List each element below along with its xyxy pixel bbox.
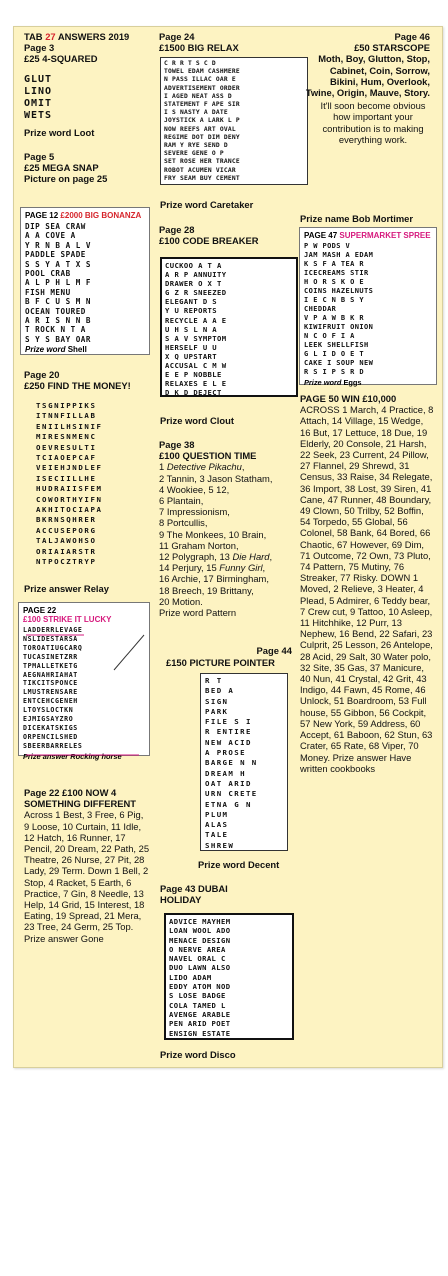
grid-row: PARK bbox=[205, 706, 229, 716]
grid-row: I E C N B S Y bbox=[304, 296, 364, 304]
grid-row: NTPOCZTRYP bbox=[36, 557, 97, 567]
page28-title: £100 CODE BREAKER bbox=[159, 235, 259, 247]
grid-row: ENTCEHCGENEH bbox=[23, 697, 78, 706]
answer-line: 14 Perjury, 15 Funny Girl, bbox=[159, 562, 266, 574]
page24-prize: Prize word Caretaker bbox=[160, 199, 254, 210]
find-money-grid bbox=[36, 401, 148, 568]
starscope-section bbox=[302, 31, 430, 145]
strike-prize: Prize answer Rocking horse bbox=[23, 751, 122, 761]
grid-row: D K D DEJECT bbox=[165, 388, 222, 398]
answer-line: 4 Wookiee, 5 12, bbox=[159, 483, 230, 495]
grid-row: B F C U S M N bbox=[25, 297, 91, 307]
grid-row: OEVRESULTI bbox=[36, 442, 97, 452]
grid-row: S S Y A T X S bbox=[25, 259, 91, 269]
grid-row: STATEMENT F APE SIR bbox=[164, 101, 240, 109]
grid-row: A L P H L M F bbox=[25, 278, 91, 288]
grid-row: S LOSE BADGE bbox=[169, 991, 226, 1001]
answer-line: 6 Plantain, bbox=[159, 495, 204, 507]
grid-row: REGIME DOT DIM DENY bbox=[164, 133, 240, 141]
grid-row: FISH MENU bbox=[25, 287, 71, 297]
answer-line: 8 Portcullis, bbox=[159, 517, 208, 529]
grid-row: S A V SYMPTOM bbox=[165, 333, 227, 343]
strike-line-marks bbox=[24, 630, 146, 760]
grid-row: DREAM H bbox=[205, 768, 246, 778]
page28-prize: Prize word Clout bbox=[160, 415, 234, 426]
page38-title: £100 QUESTION TIME bbox=[159, 450, 257, 462]
page22-answers: Across 1 Best, 3 Free, 6 Pig, 9 Loose, 10 Curtain, 11 Idle, 12 Hatch, 16 Runner, 17 Pencil, 20 Dream, 22 Path, 25 Theatre, 26 Nurse, 27 Pit, 28 Lady, 29 Term. Down 1 Bell, 2 Stop, 4 Racket, 5 Earth, 6 Practice, 7 Gin, 8 Needle, 13 Help, 14 Grid, 15 Interest, 18 Eating, 19 Spread, 21 Mera, 23 Tree, 24 Germ, 25 Top. Prize answer Gone bbox=[24, 809, 150, 944]
grid-row: TOROATIUGCARQ bbox=[23, 643, 83, 652]
grid-row: PLUM bbox=[205, 809, 229, 819]
grid-row: DUO LAWN ALSO bbox=[169, 963, 231, 973]
grid-row: TOWEL EDAM CASHMERE bbox=[164, 68, 240, 76]
grid-row: Y U REPORTS bbox=[165, 306, 217, 316]
big-relax-grid bbox=[160, 57, 308, 185]
grid-row: N PASS ILLAC OAR E bbox=[164, 76, 236, 84]
answer-line: 9 The Monkees, 10 Brain, bbox=[159, 528, 267, 540]
grid-row: TIKCITSPONCE bbox=[23, 679, 78, 688]
grid-row: RAM Y RYE SEND D bbox=[164, 142, 228, 150]
grid-row: TSGNIPPIKS bbox=[36, 401, 97, 410]
grid-row: SET ROSE HER TRANCE bbox=[164, 158, 240, 166]
left-column bbox=[24, 31, 152, 184]
grid-row: R T bbox=[205, 676, 223, 685]
page44-label: Page 44 bbox=[256, 645, 292, 656]
grid-row: ORPENCILSHED bbox=[23, 732, 78, 741]
grid-row: LIDO ADAM bbox=[169, 972, 212, 982]
grid-row: TPMALLETKETG bbox=[23, 661, 78, 670]
grid-row: ENIILHSINIF bbox=[36, 421, 103, 431]
grid-row: PADDLE SPADE bbox=[25, 250, 86, 260]
grid-row: SHREW bbox=[205, 840, 235, 850]
grid-row: LADDERRLEVAGE bbox=[23, 626, 83, 634]
grid-row: R S I P S R D bbox=[304, 368, 364, 376]
grid-row: FILE S I bbox=[205, 717, 252, 727]
grid-row: COINS HAZELNUTS bbox=[304, 287, 374, 295]
page46-prize: Prize name Bob Mortimer bbox=[300, 213, 414, 224]
question-time-section bbox=[159, 439, 309, 618]
grid-row: N C O F I A bbox=[304, 332, 355, 340]
grid-row: CAKE I SOUP NEW bbox=[304, 359, 374, 367]
grid-row: V P A W B K R bbox=[304, 314, 364, 322]
grid-row: HUDRAIISFEM bbox=[36, 484, 103, 494]
bonanza-prize: Prize word Shell bbox=[25, 345, 87, 355]
grid-row: ORIAIARSTR bbox=[36, 546, 97, 556]
grid-row: SBEERBARRELES bbox=[23, 741, 83, 750]
grid-row: DICEKATSKIGS bbox=[23, 723, 78, 732]
strike-it-lucky-box bbox=[18, 602, 150, 761]
page46-label: Page 46 bbox=[394, 31, 430, 42]
grid-row: U H S L N A bbox=[165, 324, 217, 334]
picture-pointer-grid bbox=[200, 673, 288, 851]
grid-row: LINO bbox=[24, 85, 53, 97]
dubai-holiday-grid bbox=[164, 913, 294, 1040]
code-breaker-grid bbox=[160, 257, 298, 397]
grid-row: ITNNFILLAB bbox=[36, 411, 97, 421]
grid-row: AEGNAHRIAHAT bbox=[23, 670, 78, 679]
grid-row: ROBOT ACUMEN VICAR bbox=[164, 166, 236, 174]
grid-row: ENSIGN ESTATE bbox=[169, 1028, 231, 1038]
picture-pointer-section bbox=[164, 645, 292, 656]
grid-row: SIGN bbox=[205, 696, 229, 706]
grid-row: NAVEL ORAL C bbox=[169, 954, 226, 964]
answer-line: 11 Graham Norton, bbox=[159, 539, 239, 551]
grid-row: X Q UPSTART bbox=[165, 351, 217, 361]
grid-row: EDDY ATOM NOD bbox=[169, 982, 231, 992]
grid-row: RECYCLE A A E bbox=[165, 315, 227, 325]
answer-line: 20 Motion. bbox=[159, 595, 203, 607]
grid-row: ETNA G N bbox=[205, 799, 252, 809]
page3-prize: Prize word Loot bbox=[24, 126, 95, 138]
grid-row: TCIAOEPCAF bbox=[36, 453, 97, 463]
answer-line: 1 Detective Pikachu, bbox=[159, 461, 245, 473]
grid-row: OCEAN TOURED bbox=[25, 306, 86, 316]
grid-row: ACCUSEPORG bbox=[36, 525, 97, 535]
answer-line: 2 Tannin, 3 Jason Statham, bbox=[159, 472, 273, 484]
page20-prize: Prize answer Relay bbox=[24, 583, 109, 594]
grid-row: BKRNSQHRER bbox=[36, 515, 97, 525]
grid-row: AKHITOCIAPA bbox=[36, 505, 103, 515]
strike-heading: PAGE 22 bbox=[23, 606, 57, 615]
supermarket-spree-box bbox=[299, 227, 437, 385]
page50-title: PAGE 50 WIN £10,000 bbox=[300, 393, 397, 404]
grid-row: GLUT bbox=[24, 73, 53, 85]
grid-row: FRY SEAM BUY CEMENT bbox=[164, 174, 240, 182]
page20-title: £250 FIND THE MONEY! bbox=[24, 380, 131, 392]
grid-row: VEIEHJNDLEF bbox=[36, 463, 103, 473]
grid-row: AVENGE ARABLE bbox=[169, 1009, 231, 1019]
bonanza-grid bbox=[25, 222, 145, 344]
grid-row: ELEGANT D S bbox=[165, 297, 217, 307]
grid-row: H O R S K O E bbox=[304, 278, 364, 286]
page43-prize: Prize word Disco bbox=[160, 1049, 236, 1060]
grid-row: R ENTIRE bbox=[205, 727, 252, 737]
grid-row: COWORTHYIFN bbox=[36, 494, 103, 504]
grid-row: WETS bbox=[24, 109, 53, 121]
grid-row: POOL CRAB bbox=[25, 269, 71, 279]
win-10000-section bbox=[300, 393, 436, 774]
grid-row: ADVERTISEMENT ORDER bbox=[164, 84, 240, 92]
page3-title: £25 4-SQUARED bbox=[24, 53, 98, 65]
grid-row: TALJAWOHSO bbox=[36, 536, 97, 546]
four-squared-grid bbox=[24, 74, 152, 122]
grid-row: A R I S N N B bbox=[25, 316, 91, 326]
page43-title: Page 43 DUBAI HOLIDAY bbox=[160, 883, 228, 906]
grid-row: DIP SEA CRAW bbox=[25, 222, 86, 231]
grid-row: I S NASTY A DATE bbox=[164, 109, 228, 117]
grid-row: ADVICE MAYHEM bbox=[169, 917, 231, 926]
grid-row: BARGE N N bbox=[205, 758, 258, 768]
grid-row: EJMIGSAYZRO bbox=[23, 715, 74, 724]
grid-row: OAT ARID bbox=[205, 778, 252, 788]
grid-row: NSLIDESTARSA bbox=[23, 634, 78, 643]
grid-row: TALE bbox=[205, 830, 229, 840]
page46-quote: It'll soon become obvious how important your contribution is to making everything work. bbox=[320, 100, 426, 145]
grid-row: NEW ACID bbox=[205, 737, 252, 747]
page50-answers: ACROSS 1 March, 4 Practice, 8 Attach, 14 Village, 15 Wedge, 16 But, 17 Lettuce, 18 Due, 19 Elderly, 20 Console, 21 Harsh, 22 Seek, 23 Current, 24 Pillow, 27 Flannel, 29 Shrewd, 31 Census, 33 Raise, 34 Relegate, 36 Import, 38 Lost, 39 Siren, 41 Cane, 47 Runner, 48 Boundary, 49 Clown, 50 Trilby, 52 Boffin, 54 Torpedo, 55 Global, 56 Colonel, 58 Bank, 64 Bored, 66 Chaotic, 67 However, 69 Dim, 71 Outcome, 72 Own, 73 Pluto, 74 Pattern, 75 Mutiny, 76 Streaker, 77 Risky. DOWN 1 Moved, 2 Relieve, 3 Heater, 4 Plead, 5 Admirer, 6 Teddy bear, 7 Crew cut, 9 Tattoo, 10 Asleep, 11 Hitchhike, 12 Purr, 13 Nephew, 16 Bend, 22 Safari, 23 Culprit, 25 Lesson, 26 Antelope, 28 Acid, 29 Salt, 30 Water polo, 32 Site, 35 Gas, 37 Manicure, 40 Nun, 41 Crystal, 42 Grit, 43 Indigo, 44 Fawn, 45 Rome, 46 Unlock, 51 Boardroom, 53 Full house, 55 Gibbon, 56 Cockpit, 57 New York, 59 Address, 60 Accept, 61 Baboon, 62 Stun, 63 Crater, 65 Rate, 68 Viper, 70 Money. Prize answer Have written cookbooks bbox=[300, 404, 434, 774]
grid-row: LEEK SHELLFISH bbox=[304, 341, 369, 349]
code-breaker-section bbox=[159, 224, 307, 246]
page46-title: £50 STARSCOPE bbox=[354, 42, 430, 54]
grid-row: JOYSTICK A LARK L P bbox=[164, 117, 240, 125]
page24-label: Page 24 bbox=[159, 31, 195, 42]
grid-row: T ROCK N T A bbox=[25, 325, 86, 335]
grid-row: KIWIFRUIT ONION bbox=[304, 323, 374, 331]
page22-section bbox=[24, 787, 150, 944]
spree-prize: Prize word Eggs bbox=[304, 378, 362, 387]
grid-row: I AGED NEAT ASS D bbox=[164, 92, 232, 100]
grid-row: CHEDDAR bbox=[304, 305, 337, 313]
spree-grid bbox=[304, 242, 432, 377]
grid-row: G L I D O E T bbox=[304, 350, 364, 358]
grid-row: P W PODS V bbox=[304, 242, 351, 250]
grid-row: S Y S BAY OAR bbox=[25, 334, 91, 344]
grid-row: ALAS bbox=[205, 820, 229, 830]
big-bonanza-heading: PAGE 12 £2000 BIG BONANZA bbox=[25, 211, 142, 220]
page46-answers: Moth, Boy, Glutton, Stop, Cabinet, Coin, Sorrow, Bikini, Hum, Overlook, Twine, Origin, Mauve, Story. bbox=[305, 53, 430, 99]
big-bonanza-box bbox=[20, 207, 150, 355]
grid-row: LTOYSLOCTKN bbox=[23, 706, 74, 715]
page22-title: Page 22 £100 NOW 4 SOMETHING DIFFERENT bbox=[24, 787, 136, 810]
answer-line: 12 Polygraph, 13 Die Hard, bbox=[159, 551, 273, 563]
grid-row: CUCKOO A T A bbox=[165, 261, 222, 270]
find-money-section bbox=[24, 369, 152, 391]
grid-row: JAM MASH A EDAM bbox=[304, 251, 374, 259]
grid-row: HERSELF U U bbox=[165, 342, 217, 352]
answer-line: 18 Breech, 19 Brittany, bbox=[159, 584, 254, 596]
page5-note: Picture on page 25 bbox=[24, 173, 108, 185]
grid-row: COLA TAMED L bbox=[169, 1000, 226, 1010]
page-header: TAB 27 ANSWERS 2019 bbox=[24, 31, 130, 42]
grid-row: ACCUSAL C M W bbox=[165, 361, 227, 371]
grid-row: LMUSTRENSARE bbox=[23, 688, 78, 697]
middle-column bbox=[159, 31, 307, 53]
grid-row: E E P NOBBLE bbox=[165, 370, 222, 380]
spree-heading: PAGE 47 SUPERMARKET SPREE bbox=[304, 231, 431, 240]
grid-row: O NERVE AREA bbox=[169, 944, 226, 954]
page20-label: Page 20 bbox=[24, 369, 60, 380]
grid-row: TUCASINETZRR bbox=[23, 652, 78, 661]
grid-row: BED A bbox=[205, 686, 235, 696]
grid-row: NOW REEFS ART OVAL bbox=[164, 125, 236, 133]
grid-row: Y R N B A L V bbox=[25, 240, 91, 250]
page5-title: £25 MEGA SNAP bbox=[24, 162, 99, 174]
grid-row: A PROSE bbox=[205, 748, 246, 758]
grid-row: SEVERE GENE O P bbox=[164, 150, 224, 158]
page24-title: £1500 BIG RELAX bbox=[159, 42, 239, 54]
grid-row: LOAN WOOL ADO bbox=[169, 926, 231, 936]
grid-row: OMIT bbox=[24, 97, 53, 109]
grid-row: URN CRETE bbox=[205, 789, 258, 799]
grid-row: K S F A TEA R bbox=[304, 260, 364, 268]
answers-page bbox=[13, 26, 443, 1068]
grid-row: ICECREAMS STIR bbox=[304, 269, 369, 277]
grid-row: ISECIILLHE bbox=[36, 473, 97, 483]
grid-row: MIRESNMENC bbox=[36, 432, 97, 442]
page5-label: Page 5 bbox=[24, 150, 55, 162]
answer-line: Prize word Pattern bbox=[159, 607, 237, 619]
grid-row: DRAWER O X T bbox=[165, 279, 222, 289]
grid-row: MENACE DESIGN bbox=[169, 935, 231, 945]
answer-line: 16 Archie, 17 Birmingham, bbox=[159, 573, 269, 585]
page38-label: Page 38 bbox=[159, 439, 195, 450]
strike-subheading: £100 STRIKE IT LUCKY bbox=[23, 615, 112, 624]
grid-row: RELAXES E L E bbox=[165, 379, 227, 389]
page44-prize: Prize word Decent bbox=[198, 859, 280, 870]
grid-row: C R R T S C D bbox=[164, 60, 216, 67]
grid-row: G Z R SNEEZED bbox=[165, 288, 227, 298]
grid-row: PEN ARID POET bbox=[169, 1019, 231, 1029]
answer-line: 7 Impressionism, bbox=[159, 506, 230, 518]
grid-row: A A COVE A bbox=[25, 231, 76, 241]
page44-title: £150 PICTURE POINTER bbox=[166, 657, 275, 668]
grid-row: A R P ANNUITY bbox=[165, 270, 227, 280]
page3-label: Page 3 bbox=[24, 42, 55, 54]
page28-label: Page 28 bbox=[159, 224, 195, 235]
